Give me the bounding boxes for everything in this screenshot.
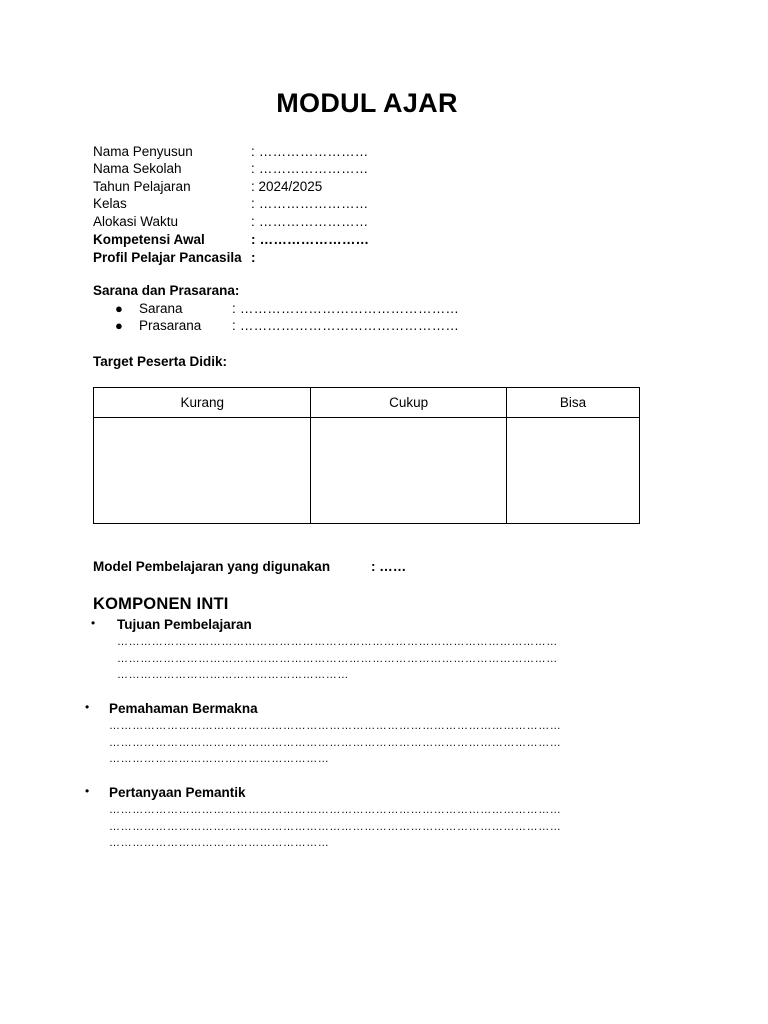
identity-value: : ……………………: [251, 196, 369, 211]
identity-value: : ……………………: [251, 232, 370, 247]
identity-label: Kompetensi Awal: [93, 232, 205, 247]
identity-label: Tahun Pelajaran: [93, 179, 191, 194]
dotted-line: ……………………………………………………………………………………………………: [117, 636, 558, 648]
table-header-bisa: Bisa: [506, 388, 639, 418]
dotted-line: …………………………………………………: [109, 753, 330, 765]
bullet-icon: ●: [115, 301, 123, 316]
dotted-line: ……………………………………………………………………………………………………: [117, 653, 558, 665]
komponen-heading: KOMPONEN INTI: [93, 595, 229, 613]
identity-label: Profil Pelajar Pancasila: [93, 250, 242, 265]
prasarana-item-value: : …………………………………………: [232, 318, 460, 333]
identity-value: : 2024/2025: [251, 179, 323, 194]
table-cell-bisa[interactable]: [506, 418, 639, 524]
target-table: [93, 387, 640, 524]
document-title: MODUL AJAR: [276, 88, 458, 118]
identity-value: : ……………………: [251, 214, 369, 229]
identity-value: : ……………………: [251, 161, 369, 176]
identity-label: Nama Penyusun: [93, 144, 193, 159]
section-label-pemahaman: Pemahaman Bermakna: [109, 701, 258, 716]
section-label-tujuan: Tujuan Pembelajaran: [117, 617, 252, 632]
identity-label: Kelas: [93, 196, 127, 211]
section-label-pertanyaan: Pertanyaan Pemantik: [109, 785, 246, 800]
identity-value: :: [251, 250, 256, 265]
model-value: : ……: [371, 559, 407, 574]
dotted-line: …………………………………………………: [109, 837, 330, 849]
table-cell-cukup[interactable]: [311, 418, 506, 524]
sarana-heading: Sarana dan Prasarana:: [93, 283, 240, 298]
table-header-row: [94, 388, 640, 418]
table-cell-kurang[interactable]: [94, 418, 311, 524]
bullet-icon: ●: [115, 318, 123, 333]
table-row: [94, 418, 640, 524]
sarana-item-value: : …………………………………………: [232, 301, 460, 316]
table-header-kurang: Kurang: [94, 388, 311, 418]
model-label: Model Pembelajaran yang digunakan: [93, 559, 331, 574]
dotted-line: ………………………………………………………………………………………………………: [109, 720, 562, 732]
bullet-icon: •: [85, 700, 90, 714]
identity-label: Alokasi Waktu: [93, 214, 179, 229]
dotted-line: ………………………………………………………………………………………………………: [109, 737, 562, 749]
bullet-icon: •: [85, 784, 90, 798]
sarana-item-label: Sarana: [139, 301, 183, 316]
identity-value: : ……………………: [251, 144, 369, 159]
dotted-line: ………………………………………………………………………………………………………: [109, 821, 562, 833]
dotted-line: ………………………………………………………………………………………………………: [109, 804, 562, 816]
prasarana-item-label: Prasarana: [139, 318, 202, 333]
dotted-line: ……………………………………………………: [117, 669, 349, 681]
table-header-cukup: Cukup: [311, 388, 506, 418]
bullet-icon: •: [91, 616, 96, 630]
identity-label: Nama Sekolah: [93, 161, 182, 176]
target-heading: Target Peserta Didik:: [93, 354, 228, 369]
